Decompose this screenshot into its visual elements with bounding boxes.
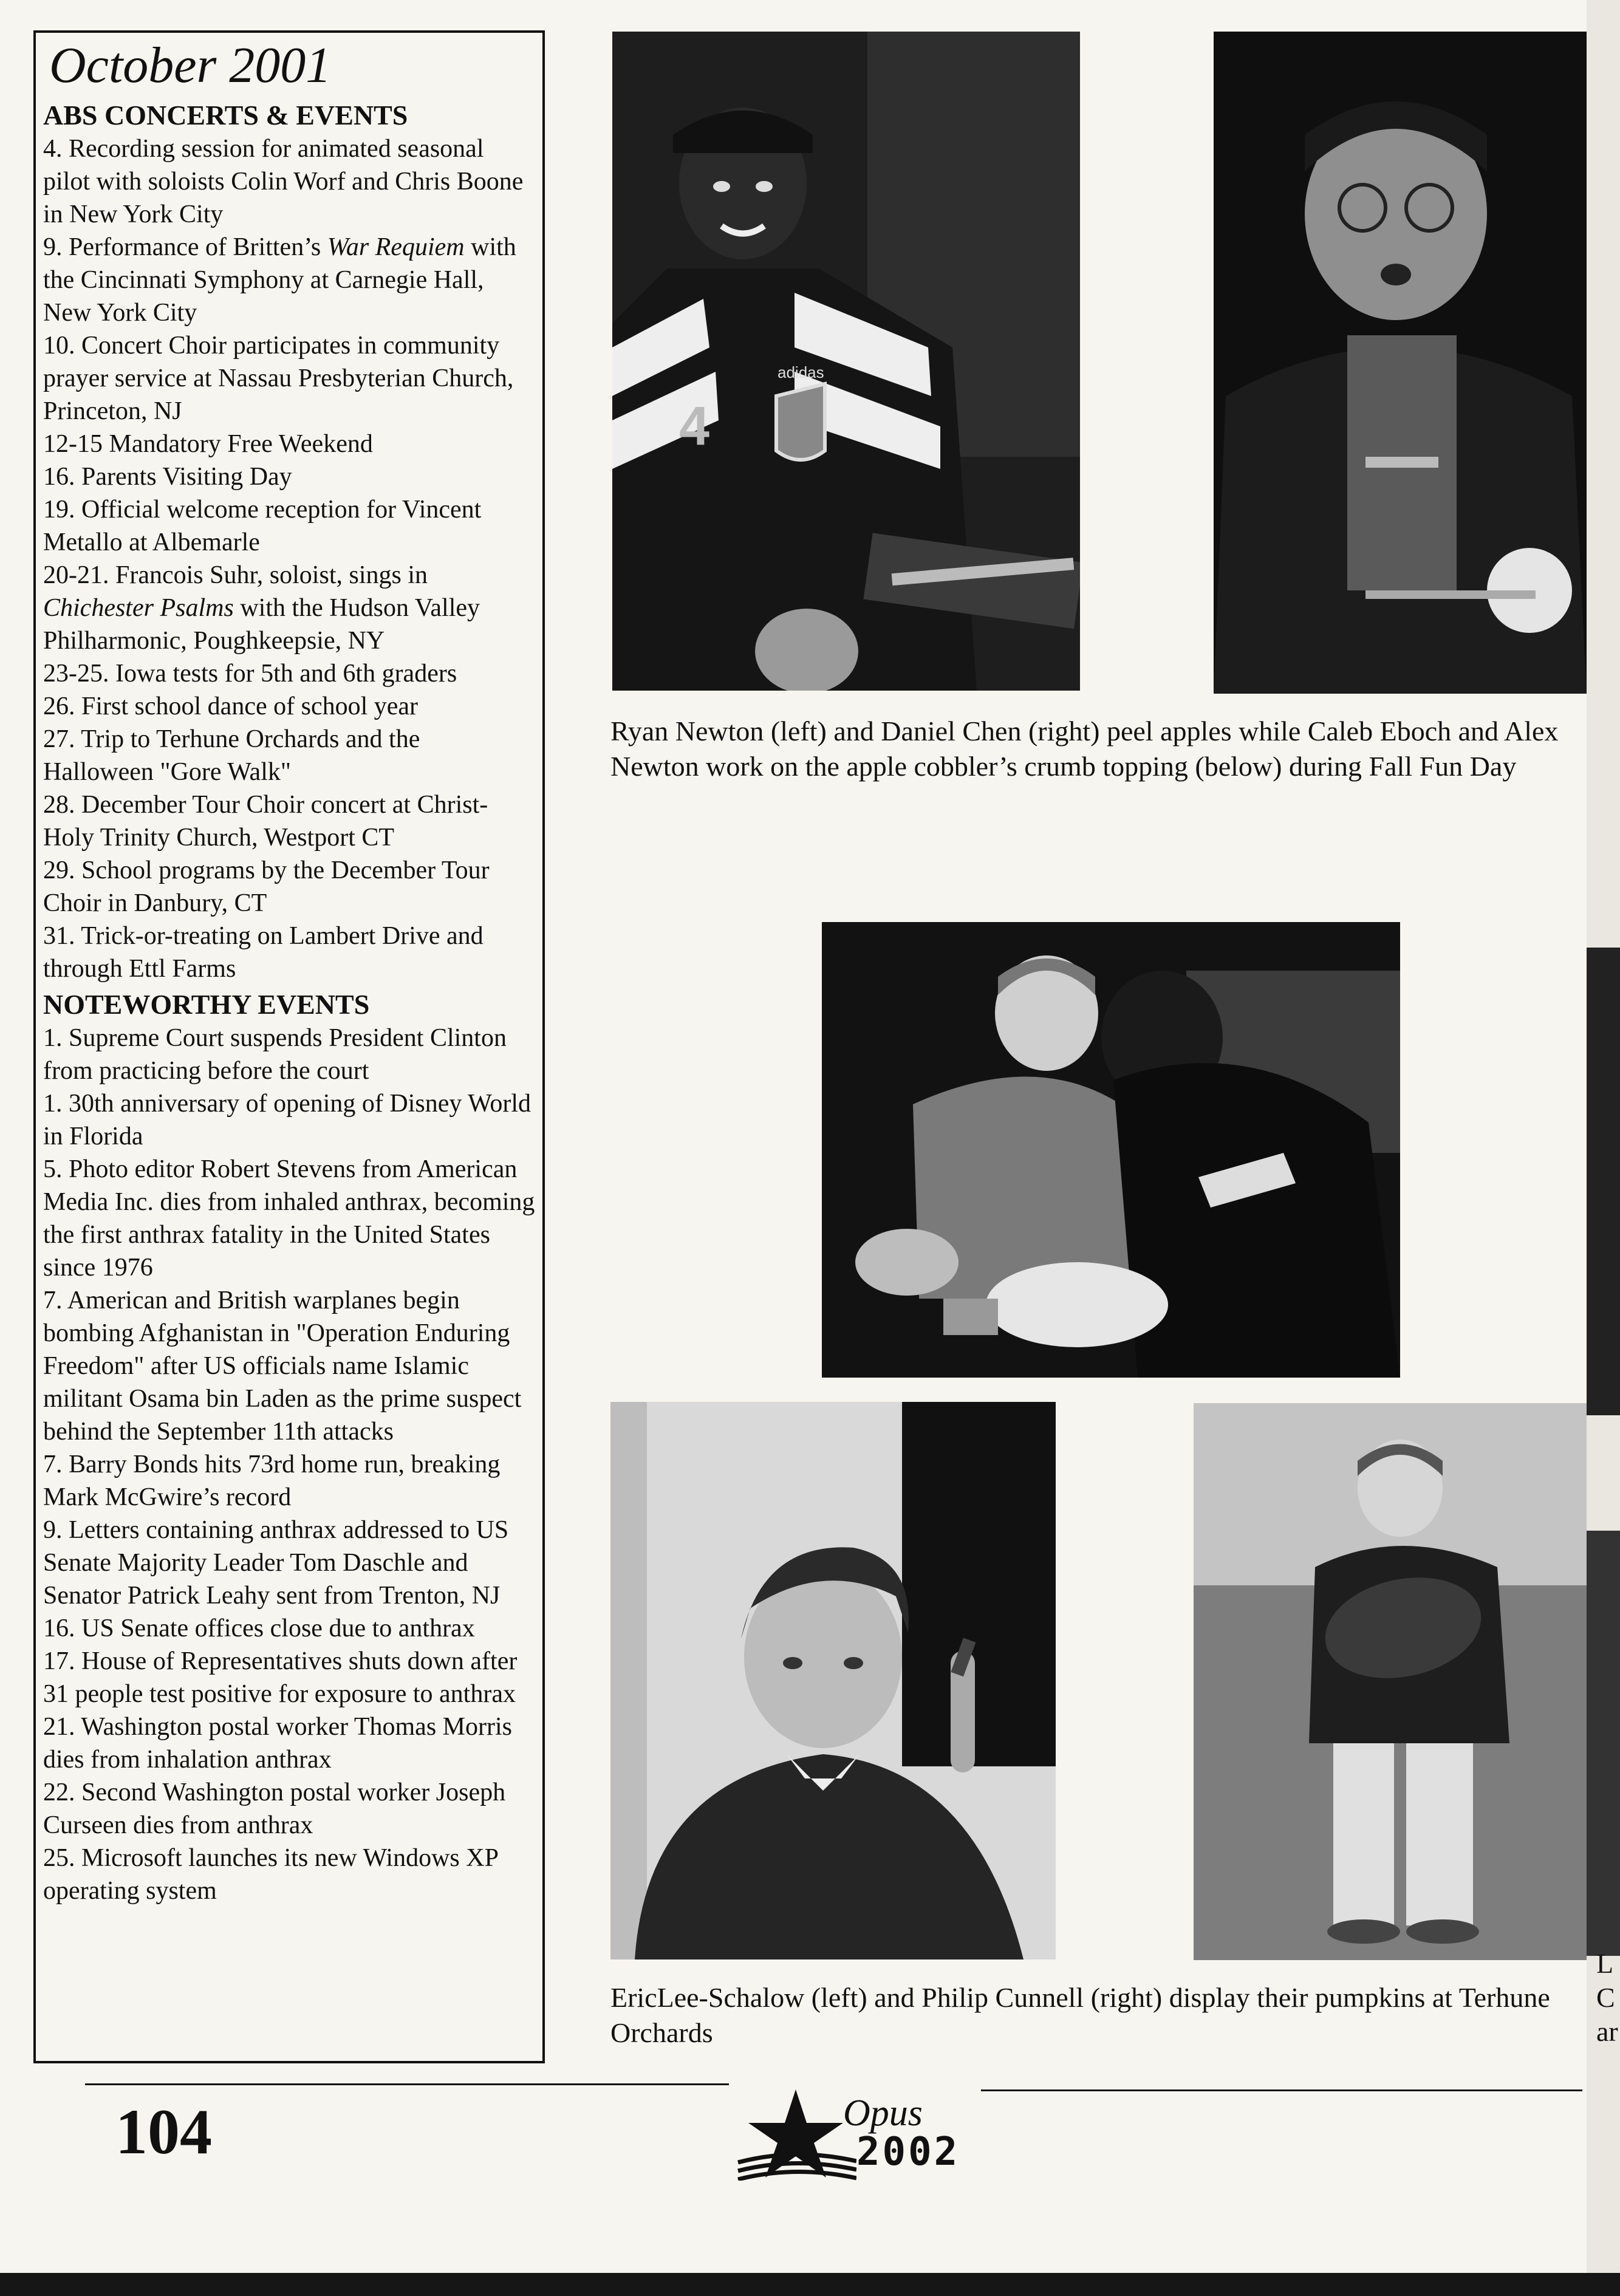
news-entry: 5. Photo editor Robert Stevens from American Media Inc. dies from inhaled anthrax, becoming the first anthrax fatality in the United States since 1976 (43, 1155, 535, 1282)
event-entry: 16. Parents Visiting Day (43, 463, 292, 491)
event-entry: 28. December Tour Choir concert at Christ-Holy Trinity Church, Westport CT (43, 791, 488, 852)
news-entry: 22. Second Washington postal worker Joseph Curseen dies from anthrax (43, 1778, 506, 1839)
footer-rule-left (85, 2083, 729, 2085)
event-entry: 4. Recording session for animated seasonal pilot with soloists Colin Worf and Chris Boone in New York City (43, 135, 524, 228)
news-entry: 25. Microsoft launches its new Windows XP operating system (43, 1844, 498, 1905)
facing-page-text: L C ar (1596, 1948, 1618, 2047)
bottom-photo-caption: EricLee-Schalow (left) and Philip Cunnell (right) display their pumpkins at Terhune Orchards (610, 1982, 1550, 2048)
jacket-brand: adidas (778, 363, 824, 381)
logo-word: Opus (843, 2093, 923, 2134)
noteworthy-heading: NOTEWORTHY EVENTS (43, 989, 370, 1020)
facing-page-photo (1587, 1531, 1620, 1956)
event-entry: 23-25. Iowa tests for 5th and 6th graders (43, 660, 457, 688)
top-photo-caption: Ryan Newton (left) and Daniel Chen (right) peel apples while Caleb Eboch and Alex Newton work on the apple cobbler’s crumb topping (below) during Fall Fun Day (610, 716, 1559, 782)
event-entry: 27. Trip to Terhune Orchards and the Halloween "Gore Walk" (43, 725, 420, 786)
photo-daniel-chen (1214, 32, 1587, 694)
logo-year: 2002 (856, 2130, 960, 2175)
event-entry: 26. First school dance of school year (43, 692, 419, 720)
news-entry: 1. 30th anniversary of opening of Disney World in Florida (43, 1090, 531, 1150)
month-title: October 2001 (49, 37, 332, 94)
photo-philip-cunnell (1194, 1403, 1587, 1960)
event-entry: 12-15 Mandatory Free Weekend (43, 430, 373, 458)
photo-crumb-topping (822, 922, 1400, 1378)
news-entry: 17. House of Representatives shuts down after 31 people test positive for exposure to anthrax (43, 1647, 518, 1708)
opus-logo (735, 2089, 990, 2181)
star-flag-icon (735, 2089, 856, 2181)
calendar-sidebar (33, 30, 545, 2063)
photo-eric-lee-schalow (610, 1402, 1056, 1959)
footer-rule-right (981, 2089, 1582, 2091)
scan-bottom-band (0, 2273, 1620, 2296)
news-entry: 7. American and British warplanes begin bombing Afghanistan in "Operation Enduring Freedom" after US officials name Islamic militant Osama bin Laden as the prime suspect behind the September 11th attacks (43, 1286, 522, 1446)
news-entry: 7. Barry Bonds hits 73rd home run, breaking Mark McGwire’s record (43, 1450, 501, 1511)
event-entry: 20-21. Francois Suhr, soloist, sings in Chichester Psalms with the Hudson Valley Philharmonic, Poughkeepsie, NY (43, 561, 480, 655)
news-entry: 1. Supreme Court suspends President Clinton from practicing before the court (43, 1024, 507, 1085)
news-entry: 9. Letters containing anthrax addressed to US Senate Majority Leader Tom Daschle and Senator Patrick Leahy sent from Trenton, NJ (43, 1516, 509, 1610)
event-entry: 31. Trick-or-treating on Lambert Drive and through Ettl Farms (43, 922, 484, 983)
photo-ryan-newton (612, 32, 1080, 691)
news-entry: 21. Washington postal worker Thomas Morris dies from inhalation anthrax (43, 1713, 512, 1774)
event-entry: 10. Concert Choir participates in community prayer service at Nassau Presbyterian Church, Princeton, NJ (43, 332, 514, 425)
news-entry: 16. US Senate offices close due to anthrax (43, 1614, 475, 1642)
event-entry: 19. Official welcome reception for Vincent Metallo at Albemarle (43, 496, 482, 556)
abs-events-heading: ABS CONCERTS & EVENTS (43, 100, 408, 131)
event-entry: 9. Performance of Britten’s War Requiem with the Cincinnati Symphony at Carnegie Hall, New York City (43, 233, 516, 327)
page-number: 104 (115, 2096, 212, 2167)
facing-page-photo (1587, 948, 1620, 1415)
event-entry: 29. School programs by the December Tour Choir in Danbury, CT (43, 856, 490, 917)
jersey-number: 4 (679, 396, 710, 457)
